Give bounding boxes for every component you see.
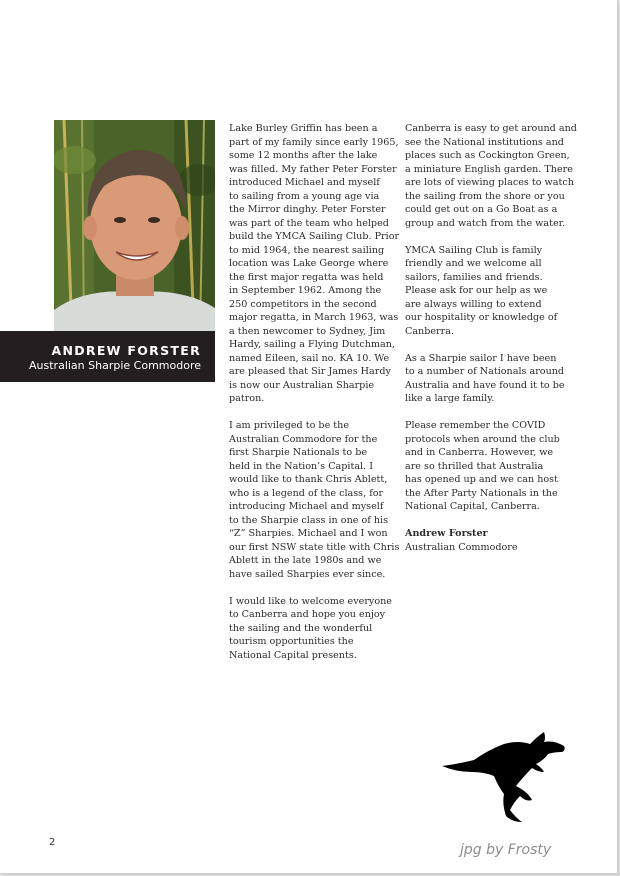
text-line: Ablett in the late 1980s and we <box>229 555 382 566</box>
left-paragraph-1 <box>229 122 400 406</box>
text-line: tourism opportunities the <box>229 636 354 647</box>
text-line: friendly and we welcome all <box>405 258 542 269</box>
text-line: National Capital, Canberra. <box>405 501 540 512</box>
right-paragraph-2 <box>405 244 573 339</box>
text-line: who is a legend of the class, for <box>229 487 384 499</box>
text-line: see the National institutions and <box>405 136 564 148</box>
text-line: part of my family since early 1965, <box>229 136 399 148</box>
text-line: introducing Michael and myself <box>229 501 384 512</box>
signature-title: Australian Commodore <box>405 541 518 553</box>
text-line: sailors, families and friends. <box>405 271 543 283</box>
text-line: Please remember the COVID <box>405 420 546 431</box>
page-number: 2 <box>49 837 56 848</box>
text-line: the first major regatta was held <box>229 271 384 283</box>
text-line: our first NSW state title with Chris <box>229 541 400 553</box>
right-text-column <box>405 122 577 568</box>
text-line: places such as Cockington Green, <box>405 150 570 161</box>
text-line: YMCA Sailing Club is family <box>405 244 543 256</box>
text-line: named Eileen, sail no. KA 10. We <box>229 352 390 364</box>
text-line: the sailing and the wonderful <box>229 622 373 634</box>
text-line: major regatta, in March 1963, was <box>229 312 399 323</box>
text-line: the Mirror dinghy. Peter Forster <box>229 204 386 215</box>
left-paragraph-2 <box>229 419 400 581</box>
caption-role: Australian Sharpie Commodore <box>29 359 201 372</box>
text-line: the sailing from the shore or you <box>405 190 565 202</box>
text-line: build the YMCA Sailing Club. Prior <box>229 231 400 242</box>
text-line: our hospitality or knowledge of <box>405 312 558 323</box>
text-line: Canberra is easy to get around and <box>405 123 577 134</box>
text-line: first Sharpie Nationals to be <box>229 447 368 458</box>
text-line: was part of the team who helped <box>229 217 389 229</box>
text-line: introduced Michael and myself <box>229 177 380 188</box>
right-paragraph-3 <box>405 352 573 406</box>
portrait-photo <box>54 120 215 333</box>
text-line: to Canberra and hope you enjoy <box>229 609 386 620</box>
text-line: group and watch from the water. <box>405 217 566 229</box>
text-line: to the Sharpie class in one of his <box>229 514 389 526</box>
text-line: Hardy, sailing a Flying Dutchman, <box>229 339 395 350</box>
text-line: “Z” Sharpies. Michael and I won <box>229 528 388 539</box>
text-line: held in the Nation’s Capital. I <box>229 460 373 472</box>
text-line: some 12 months after the lake <box>229 150 378 161</box>
caption-name: ANDREW FORSTER <box>51 343 201 358</box>
text-line: I am privileged to be the <box>229 420 350 431</box>
kangaroo-icon <box>440 730 570 825</box>
text-line: Lake Burley Griffin has been a <box>229 123 378 134</box>
text-line: a then newcomer to Sydney, Jim <box>229 325 386 337</box>
right-paragraph-1 <box>405 122 577 230</box>
text-line: the After Party Nationals in the <box>405 487 558 499</box>
text-line: Canberra. <box>405 325 454 337</box>
text-line: to mid 1964, the nearest sailing <box>229 244 385 256</box>
text-line: to sailing from a young age via <box>229 190 380 202</box>
signature-name: Andrew Forster <box>405 528 488 539</box>
text-line: could get out on a Go Boat as a <box>405 204 558 215</box>
text-line: have sailed Sharpies ever since. <box>229 568 386 580</box>
text-line: location was Lake George where <box>229 258 389 269</box>
text-line: protocols when around the club <box>405 433 560 445</box>
text-line: Australian Commodore for the <box>229 433 378 445</box>
text-line: As a Sharpie sailor I have been <box>405 352 557 364</box>
text-line: Please ask for our help as we <box>405 285 548 296</box>
text-line: in September 1962. Among the <box>229 285 382 296</box>
text-line: 250 competitors in the second <box>229 298 377 310</box>
photo-caption <box>0 331 215 382</box>
text-line: are pleased that Sir James Hardy <box>229 366 391 377</box>
text-line: a miniature English garden. There <box>405 163 573 175</box>
portrait-illustration <box>54 120 215 333</box>
text-line: was filled. My father Peter Forster <box>229 163 397 175</box>
watermark: jpg by Frosty <box>460 842 552 858</box>
text-line: I would like to welcome everyone <box>229 595 392 607</box>
text-line: National Capital presents. <box>229 649 357 661</box>
text-line: to a number of Nationals around <box>405 366 565 377</box>
text-line: Australia and have found it to be <box>405 379 565 391</box>
text-line: are always willing to extend <box>405 298 542 310</box>
text-line: patron. <box>229 393 265 404</box>
text-line: would like to thank Chris Ablett, <box>229 474 388 485</box>
left-paragraph-3 <box>229 595 394 663</box>
left-text-column <box>229 122 400 676</box>
text-line: are so thrilled that Australia <box>405 460 544 472</box>
text-line: and in Canberra. However, we <box>405 447 554 458</box>
right-paragraph-4 <box>405 419 573 514</box>
text-line: has opened up and we can host <box>405 474 558 485</box>
text-line: are lots of viewing places to watch <box>405 177 574 188</box>
text-line: like a large family. <box>405 393 495 404</box>
text-line: is now our Australian Sharpie <box>229 379 375 391</box>
signature-block <box>405 527 573 554</box>
